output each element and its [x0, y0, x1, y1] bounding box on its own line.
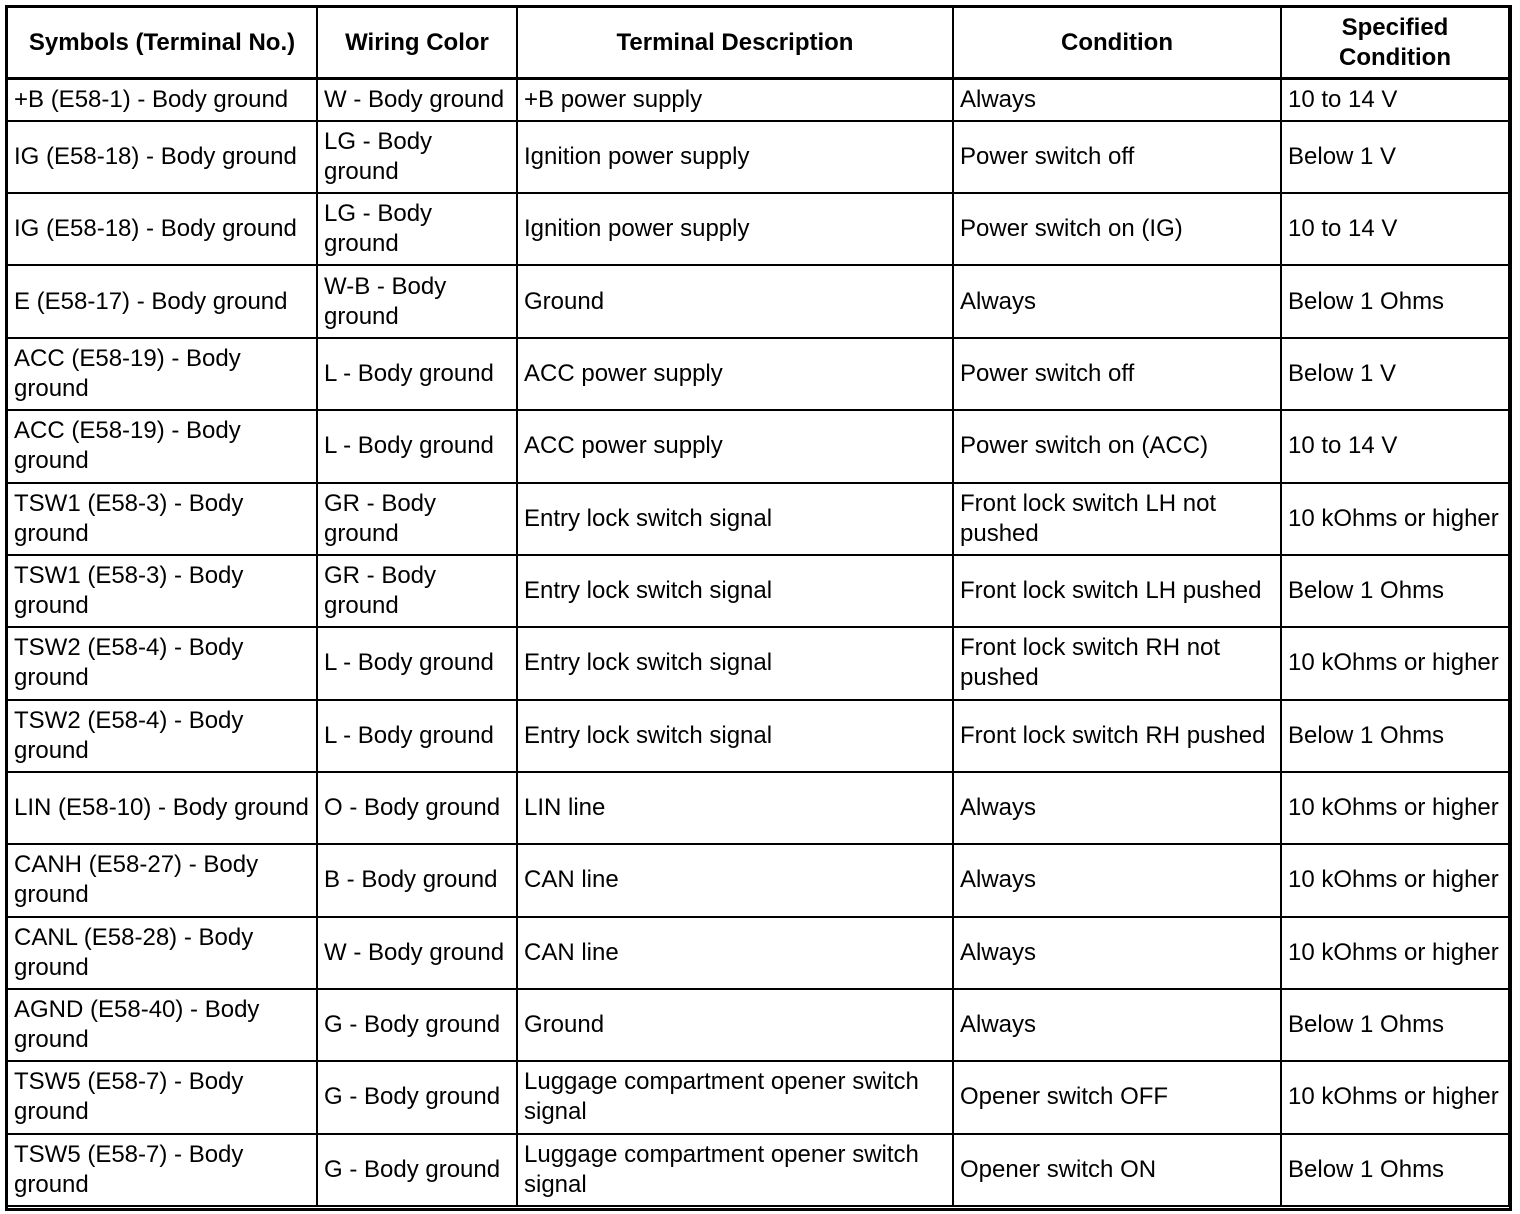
table-row [7, 555, 1509, 627]
cell-condition: Always [953, 79, 1281, 121]
table-row [7, 121, 1509, 193]
cell-terminal-description: Ground [517, 989, 953, 1061]
header-symbols: Symbols (Terminal No.) [7, 7, 317, 79]
table-row [7, 772, 1509, 844]
cell-terminal-description: CAN line [517, 917, 953, 989]
table-row [7, 338, 1509, 410]
cell-wiring-color: W-B - Body ground [317, 265, 517, 337]
cell-symbols: CANL (E58-28) - Body ground [7, 917, 317, 989]
cell-terminal-description: Ground [517, 265, 953, 337]
cell-condition: Front lock switch RH not pushed [953, 627, 1281, 699]
cell-symbols: TSW1 (E58-3) - Body ground [7, 555, 317, 627]
table-row [7, 989, 1509, 1061]
table-row [7, 410, 1509, 482]
cell-terminal-description: CAN line [517, 844, 953, 916]
cell-symbols: TSW2 (E58-4) - Body ground [7, 627, 317, 699]
cell-specified-condition: Below 1 Ohms [1281, 700, 1509, 772]
table-row [7, 1134, 1509, 1206]
cell-condition: Always [953, 844, 1281, 916]
cell-condition: Power switch off [953, 121, 1281, 193]
header-condition: Condition [953, 7, 1281, 79]
table-row [7, 844, 1509, 916]
cell-terminal-description: Luggage compartment opener switch signal [517, 1061, 953, 1133]
cell-wiring-color: L - Body ground [317, 700, 517, 772]
cell-symbols: ACC (E58-19) - Body ground [7, 338, 317, 410]
cell-terminal-description: ACC power supply [517, 338, 953, 410]
cell-specified-condition: Below 1 Ohms [1281, 555, 1509, 627]
cell-condition: Opener switch ON [953, 1134, 1281, 1206]
cell-terminal-description: Entry lock switch signal [517, 700, 953, 772]
cell-wiring-color: W - Body ground [317, 79, 517, 121]
cell-specified-condition: Below 1 Ohms [1281, 265, 1509, 337]
cell-condition: Front lock switch RH pushed [953, 700, 1281, 772]
cell-terminal-description: Entry lock switch signal [517, 555, 953, 627]
header-specified-condition: Specified Condition [1281, 7, 1509, 79]
cell-condition: Front lock switch LH not pushed [953, 483, 1281, 555]
cell-terminal-description: LIN line [517, 772, 953, 844]
cell-wiring-color: G - Body ground [317, 1061, 517, 1133]
cell-symbols: TSW1 (E58-3) - Body ground [7, 483, 317, 555]
cell-wiring-color: G - Body ground [317, 1134, 517, 1206]
cell-specified-condition: Below 1 V [1281, 121, 1509, 193]
table-row [7, 627, 1509, 699]
cell-symbols: AGND (E58-40) - Body ground [7, 989, 317, 1061]
cell-wiring-color: L - Body ground [317, 410, 517, 482]
cell-terminal-description: Ignition power supply [517, 121, 953, 193]
cell-symbols: LIN (E58-10) - Body ground [7, 772, 317, 844]
cell-specified-condition: 10 to 14 V [1281, 193, 1509, 265]
cell-terminal-description: Luggage compartment opener switch signal [517, 1134, 953, 1206]
cell-wiring-color: GR - Body ground [317, 483, 517, 555]
cell-terminal-description: Entry lock switch signal [517, 627, 953, 699]
cell-condition: Always [953, 772, 1281, 844]
cell-symbols: CANH (E58-27) - Body ground [7, 844, 317, 916]
table-row [7, 700, 1509, 772]
cell-specified-condition: 10 kOhms or higher [1281, 483, 1509, 555]
cell-symbols: TSW2 (E58-4) - Body ground [7, 700, 317, 772]
terminal-check-table [6, 6, 1510, 1207]
table-row [7, 483, 1509, 555]
cell-specified-condition: 10 kOhms or higher [1281, 627, 1509, 699]
cell-symbols: +B (E58-1) - Body ground [7, 79, 317, 121]
cell-symbols: TSW5 (E58-7) - Body ground [7, 1061, 317, 1133]
cell-symbols: TSW5 (E58-7) - Body ground [7, 1134, 317, 1206]
cell-condition: Opener switch OFF [953, 1061, 1281, 1133]
cell-wiring-color: LG - Body ground [317, 193, 517, 265]
table-row [7, 917, 1509, 989]
cell-specified-condition: Below 1 V [1281, 338, 1509, 410]
table-row [7, 193, 1509, 265]
cell-wiring-color: B - Body ground [317, 844, 517, 916]
cell-specified-condition: 10 to 14 V [1281, 79, 1509, 121]
cell-specified-condition: Below 1 Ohms [1281, 989, 1509, 1061]
cell-wiring-color: G - Body ground [317, 989, 517, 1061]
cell-condition: Power switch on (IG) [953, 193, 1281, 265]
cell-condition: Front lock switch LH pushed [953, 555, 1281, 627]
cell-terminal-description: +B power supply [517, 79, 953, 121]
header-row [7, 7, 1509, 79]
table-row [7, 79, 1509, 121]
cell-condition: Always [953, 265, 1281, 337]
header-terminal-description: Terminal Description [517, 7, 953, 79]
cell-specified-condition: 10 kOhms or higher [1281, 1061, 1509, 1133]
cell-specified-condition: 10 kOhms or higher [1281, 772, 1509, 844]
cell-specified-condition: 10 kOhms or higher [1281, 917, 1509, 989]
table-row [7, 265, 1509, 337]
cell-specified-condition: Below 1 Ohms [1281, 1134, 1509, 1206]
cell-symbols: IG (E58-18) - Body ground [7, 121, 317, 193]
cell-wiring-color: GR - Body ground [317, 555, 517, 627]
cell-specified-condition: 10 kOhms or higher [1281, 844, 1509, 916]
cell-wiring-color: O - Body ground [317, 772, 517, 844]
cell-symbols: E (E58-17) - Body ground [7, 265, 317, 337]
cell-symbols: IG (E58-18) - Body ground [7, 193, 317, 265]
cell-symbols: ACC (E58-19) - Body ground [7, 410, 317, 482]
cell-wiring-color: L - Body ground [317, 338, 517, 410]
cell-terminal-description: Entry lock switch signal [517, 483, 953, 555]
cell-terminal-description: Ignition power supply [517, 193, 953, 265]
cell-wiring-color: LG - Body ground [317, 121, 517, 193]
cell-condition: Always [953, 989, 1281, 1061]
cell-wiring-color: W - Body ground [317, 917, 517, 989]
cell-condition: Power switch on (ACC) [953, 410, 1281, 482]
table-row [7, 1061, 1509, 1133]
cell-wiring-color: L - Body ground [317, 627, 517, 699]
header-wiring-color: Wiring Color [317, 7, 517, 79]
cell-terminal-description: ACC power supply [517, 410, 953, 482]
cell-condition: Always [953, 917, 1281, 989]
cell-specified-condition: 10 to 14 V [1281, 410, 1509, 482]
cell-condition: Power switch off [953, 338, 1281, 410]
